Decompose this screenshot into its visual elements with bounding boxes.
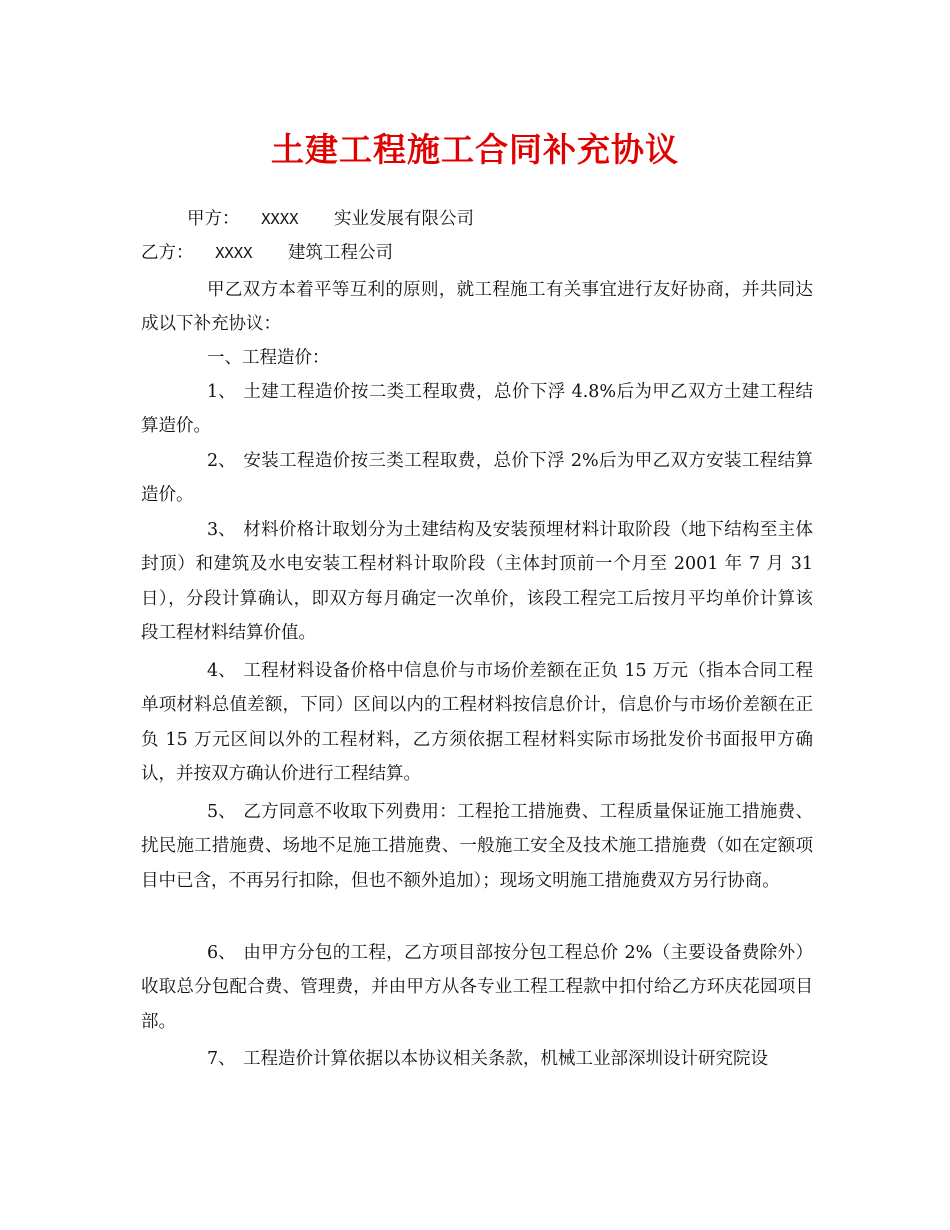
clause-7 [141, 1042, 813, 1076]
clause-5 [141, 795, 813, 898]
clause-text: 由甲方分包的工程，乙方项目部按分包工程总价 2%（主要设备费除外）收取总分包配合费、管理费，并由甲方从各专业工程工程款中扣付给乙方环庆花园项目部。 [141, 943, 813, 1032]
clause-text: 工程造价计算依据以本协议相关条款，机械工业部深圳设计研究院设 [243, 1049, 768, 1069]
clause-number: 1、 [207, 382, 236, 402]
clause-number: 3、 [207, 520, 236, 540]
clause-text: 工程材料设备价格中信息价与市场价差额在正负 15 万元（指本合同工程单项材料总值差额，下同）区间以内的工程材料按信息价计，信息价与市场价差额在正负 15 万元区间以外的工程材料，乙方须依据工程材料实际市场批发价书面报甲方确认，并按双方确认价进行工程结算。 [141, 661, 813, 784]
clause-text: 乙方同意不收取下列费用：工程抢工措施费、工程质量保证施工措施费、扰民施工措施费、场地不足施工措施费、一般施工安全及技术施工措施费（如在定额项目中已含，不再另行扣除，但也不额外追加）；现场文明施工措施费双方另行协商。 [141, 802, 813, 891]
party-a-line [187, 207, 474, 231]
clause-3 [141, 513, 813, 650]
clause-text: 材料价格计取划分为土建结构及安装预埋材料计取阶段（地下结构至主体封顶）和建筑及水电安装工程材料计取阶段（主体封顶前一个月至 2001 年 7 月 31 日），分段计算确认，即双方每月确定一次单价，该段工程完工后按月平均单价计算该段工程材料结算价值。 [141, 520, 813, 643]
party-a-code: XXXX [261, 210, 299, 228]
party-b-name: 建筑工程公司 [287, 243, 393, 263]
clause-number: 7、 [207, 1049, 236, 1069]
clause-4 [141, 654, 813, 791]
clause-2 [141, 444, 813, 513]
party-b-line [141, 241, 393, 265]
clause-number: 5、 [207, 802, 236, 822]
party-a-label: 甲方： [187, 209, 240, 229]
clause-text: 安装工程造价按三类工程取费，总价下浮 2%后为甲乙双方安装工程结算造价。 [141, 451, 813, 506]
party-b-code: XXXX [215, 244, 253, 262]
clause-number: 4、 [207, 661, 236, 681]
clause-6 [141, 936, 813, 1039]
clause-number: 6、 [207, 943, 236, 963]
party-b-label: 乙方： [141, 243, 194, 263]
section-1-heading: 一、工程造价： [207, 348, 330, 368]
clause-number: 2、 [207, 451, 236, 471]
clause-1 [141, 375, 813, 444]
clause-text: 土建工程造价按二类工程取费，总价下浮 4.8%后为甲乙双方土建工程结算造价。 [141, 382, 813, 437]
preamble-paragraph: 甲乙双方本着平等互利的原则，就工程施工有关事宜进行友好协商，并共同达成以下补充协议： [141, 280, 813, 335]
document-title: 土建工程施工合同补充协议 [271, 130, 679, 169]
party-a-name: 实业发展有限公司 [333, 209, 474, 229]
